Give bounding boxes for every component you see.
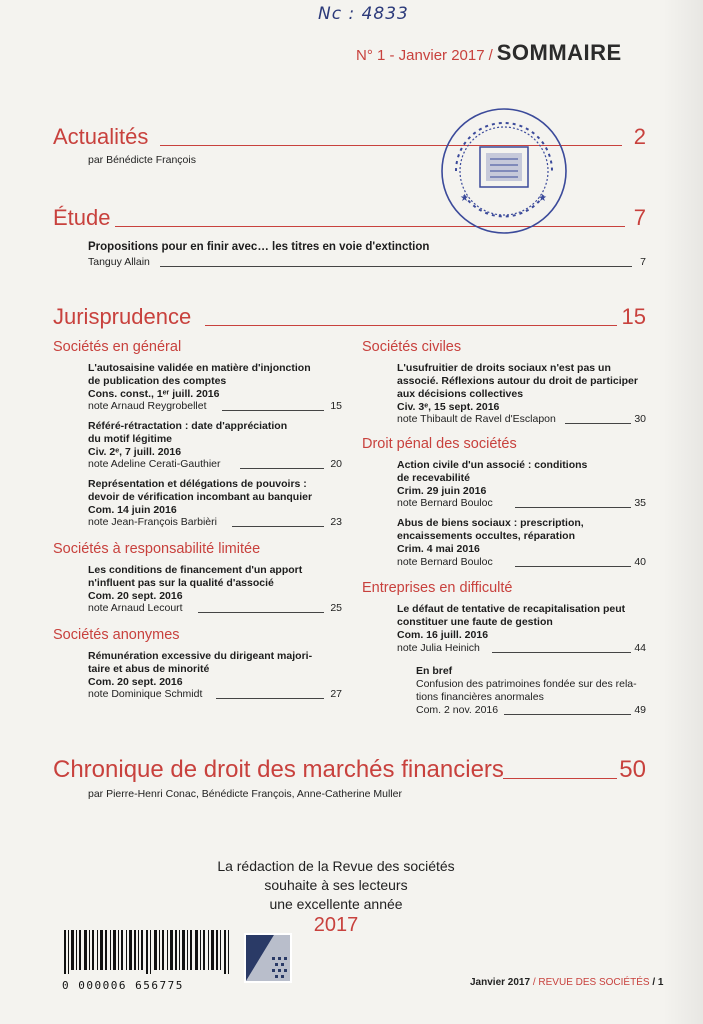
section-page-etude: 7 (633, 205, 646, 230)
entry-page: 25 (330, 602, 342, 614)
entry-line: Représentation et délégations de pouvoirs : (88, 478, 307, 490)
toc-entry (397, 517, 652, 556)
entry-note: note Bernard Bouloc (397, 497, 493, 509)
toc-entry (88, 564, 343, 603)
entry-page: 30 (634, 413, 646, 425)
entry-page: 23 (330, 516, 342, 528)
svg-text:★: ★ (460, 193, 469, 204)
entry-line: Le défaut de tentative de recapitalisation peut (397, 603, 626, 615)
subsection-title: Sociétés à responsabilité limitée (53, 541, 261, 557)
entry-rule (565, 423, 631, 424)
library-stamp (438, 105, 570, 237)
handwritten-reference: Nc : 4833 (318, 4, 409, 24)
entry-author-etude: Tanguy Allain (88, 256, 150, 268)
section-page-jurisprudence: 15 (621, 304, 646, 329)
entry-page: 44 (634, 642, 646, 654)
header-separator: / (488, 47, 493, 64)
issue-header (356, 40, 622, 66)
publisher-logo (244, 933, 292, 983)
entry-page: 27 (330, 688, 342, 700)
section-title-chronique: Chronique de droit des marchés financiers (53, 756, 504, 783)
toc-entry (88, 478, 343, 517)
entry-line: Com. 20 sept. 2016 (88, 676, 183, 688)
barcode-number: 0 000006 656775 (62, 979, 184, 992)
author-chronique: par Pierre-Henri Conac, Bénédicte François, Anne-Catherine Muller (88, 788, 402, 800)
sommaire-title: SOMMAIRE (496, 40, 622, 65)
author-actualites: par Bénédicte François (88, 154, 196, 166)
section-rule (205, 325, 617, 326)
entry-rule (240, 468, 324, 469)
footer-page: / 1 (652, 977, 664, 988)
entry-line: Com. 16 juill. 2016 (397, 629, 489, 641)
entry-line: constituer une faute de gestion (397, 616, 553, 628)
svg-text:★: ★ (538, 193, 547, 204)
toc-entry (88, 650, 343, 689)
entry-line: Com. 14 juin 2016 (88, 504, 177, 516)
entry-note: note Bernard Bouloc (397, 556, 493, 568)
entry-line: Référé-rétractation : date d'appréciation (88, 420, 288, 432)
greeting-line: souhaite à ses lecteurs (264, 877, 408, 893)
entry-note: note Jean-François Barbièri (88, 516, 217, 528)
entry-line: Civ. 3ᵉ, 15 sept. 2016 (397, 401, 500, 413)
entry-rule (492, 652, 631, 653)
subsection-title: Sociétés en général (53, 339, 182, 355)
entry-line: de recevabilité (397, 472, 470, 484)
entry-line: L'usufruitier de droits sociaux n'est pas un (397, 362, 611, 374)
entry-line: devoir de vérification incombant au banquier (88, 491, 313, 503)
entry-line: Confusion des patrimoines fondée sur des rela- (416, 678, 637, 690)
entry-line: Civ. 2ᵉ, 7 juill. 2016 (88, 446, 182, 458)
footer-date: Janvier 2017 (470, 977, 531, 988)
entry-line: n'influent pas sur la qualité d'associé (88, 577, 274, 589)
entry-line: L'autosaisine validée en matière d'injonction (88, 362, 311, 374)
entry-line: encaissements occultes, réparation (397, 530, 575, 542)
subsection-title: Droit pénal des sociétés (362, 436, 517, 452)
greeting-line: La rédaction de la Revue des sociétés (217, 858, 455, 874)
entry-page: 49 (634, 704, 646, 716)
greeting-line: une excellente année (269, 896, 403, 912)
subsection-title: Sociétés civiles (362, 339, 462, 355)
section-title-etude: Étude (53, 205, 111, 230)
toc-entry (397, 459, 652, 498)
entry-line: tions financières anormales (416, 691, 544, 703)
entry-rule (198, 612, 324, 613)
issue-number: N° 1 - Janvier 2017 (356, 47, 485, 64)
entry-line: Crim. 29 juin 2016 (397, 485, 487, 497)
entry-line: Les conditions de financement d'un apport (88, 564, 303, 576)
entry-line: Abus de biens sociaux : prescription, (397, 517, 584, 529)
section-title-jurisprudence: Jurisprudence (53, 304, 192, 329)
entry-rule (232, 526, 324, 527)
entry-line: Action civile d'un associé : conditions (397, 459, 588, 471)
section-page-chronique: 50 (619, 756, 646, 783)
footer-separator: / (532, 977, 536, 988)
entry-note: note Arnaud Reygrobellet (88, 400, 207, 412)
subsection-title: Sociétés anonymes (53, 627, 180, 643)
section-page-actualites: 2 (633, 124, 646, 149)
entry-line: du motif légitime (88, 433, 172, 445)
page-footer (470, 977, 663, 988)
entry-rule (515, 507, 631, 508)
entry-line: Rémunération excessive du dirigeant majori- (88, 650, 313, 662)
entry-note: note Dominique Schmidt (88, 688, 203, 700)
toc-entry (88, 362, 343, 401)
entry-line: associé. Réflexions autour du droit de participer (397, 375, 638, 387)
toc-entry (397, 362, 652, 414)
footer-revue: REVUE DES SOCIÉTÉS (538, 977, 650, 988)
entry-line: aux décisions collectives (397, 388, 524, 400)
entry-page: 15 (330, 400, 342, 412)
entry-line: de publication des comptes (88, 375, 227, 387)
entry-rule (216, 698, 324, 699)
entry-rule (504, 714, 631, 715)
page-edge-shadow (663, 0, 703, 1024)
entry-line: Crim. 4 mai 2016 (397, 543, 480, 555)
entry-note: note Julia Heinich (397, 642, 480, 654)
barcode-bars (62, 930, 238, 974)
entry-rule (222, 410, 324, 411)
entry-note: note Adeline Cerati-Gauthier (88, 458, 221, 470)
entry-rule (515, 566, 631, 567)
entry-page: 20 (330, 458, 342, 470)
entry-title-etude: Propositions pour en finir avec… les titres en voie d'extinction (88, 241, 430, 253)
en-bref-block (416, 665, 656, 704)
entry-note: note Arnaud Lecourt (88, 602, 183, 614)
subsection-title: Entreprises en difficulté (362, 580, 513, 596)
greeting-year: 2017 (313, 914, 359, 936)
toc-entry (397, 603, 652, 642)
toc-entry (88, 420, 343, 459)
entry-page-etude: 7 (640, 256, 646, 268)
entry-line: Com. 20 sept. 2016 (88, 590, 183, 602)
barcode (62, 930, 238, 992)
entry-line: Cons. const., 1ᵉʳ juill. 2016 (88, 388, 220, 400)
entry-page: 40 (634, 556, 646, 568)
en-bref-label: En bref (416, 665, 453, 677)
entry-line: taire et abus de minorité (88, 663, 210, 675)
greeting (196, 857, 476, 937)
en-bref-ref: Com. 2 nov. 2016 (416, 704, 499, 716)
entry-page: 35 (634, 497, 646, 509)
entry-rule (160, 266, 632, 267)
section-title-actualites: Actualités (53, 124, 149, 149)
entry-note: note Thibault de Ravel d'Esclapon (397, 413, 556, 425)
